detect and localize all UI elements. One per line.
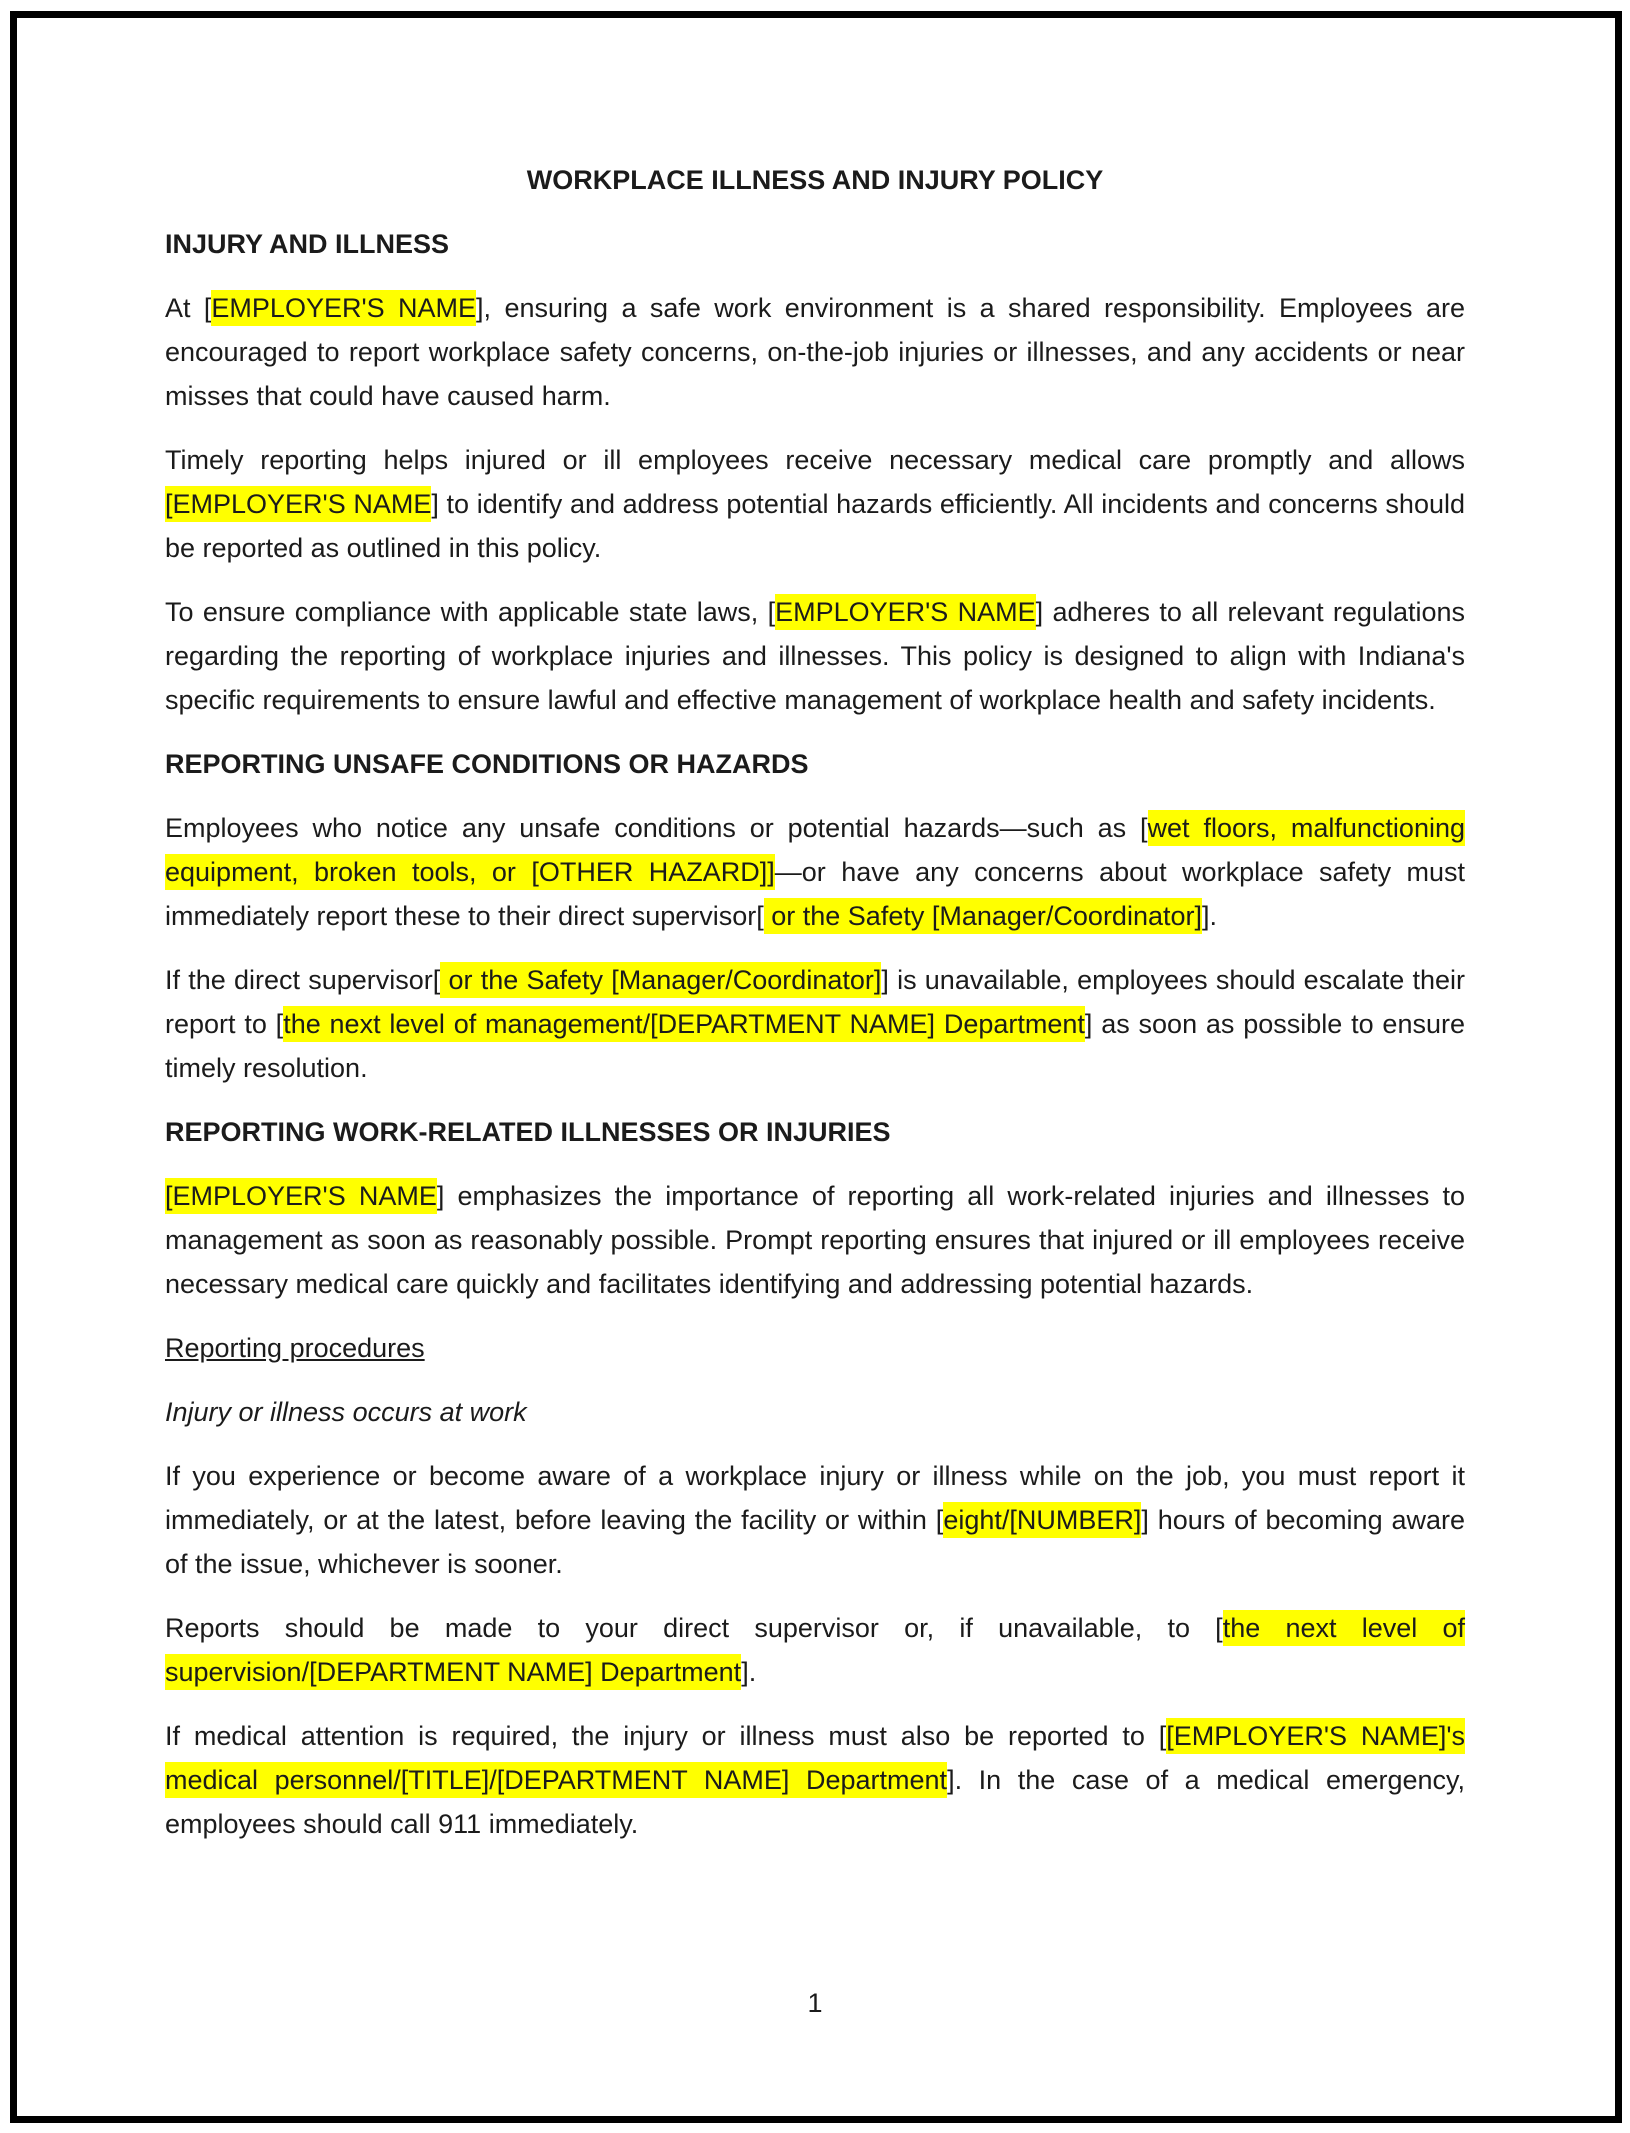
paragraph	[165, 286, 1465, 418]
text-run: ] as soon as possible to ensure timely resolution.	[165, 1009, 1465, 1083]
document-title	[165, 158, 1465, 202]
section-heading	[165, 1110, 1465, 1154]
text-run: Reporting procedures	[165, 1333, 425, 1363]
highlighted-placeholder: the next level of supervision/[DEPARTMENT NAME] Department	[165, 1610, 1465, 1690]
paragraph	[165, 438, 1465, 570]
text-run: INJURY AND ILLNESS	[165, 229, 450, 259]
text-run: Reports should be made to your direct supervisor or, if unavailable, to [	[165, 1613, 1223, 1643]
section-heading	[165, 742, 1465, 786]
page-number: 1	[807, 1988, 823, 2018]
highlighted-placeholder: or the Safety [Manager/Coordinator]	[440, 962, 881, 998]
text-run: To ensure compliance with applicable state laws, [	[165, 597, 776, 627]
text-run: Employees who notice any unsafe conditions or potential hazards—such as [	[165, 813, 1148, 843]
text-run: ] adheres to all relevant regulations regarding the reporting of workplace injuries and illnesses. This policy is designed to align with Indiana's specific requirements to ensure lawful and effective management of workplace health and safety incidents.	[165, 597, 1465, 715]
highlighted-placeholder: wet floors, malfunctioning equipment, broken tools, or [OTHER HAZARD]]	[165, 810, 1465, 890]
text-run: Timely reporting helps injured or ill employees receive necessary medical care promptly and allows	[165, 445, 1465, 475]
paragraph	[165, 1714, 1465, 1846]
text-run: ] hours of becoming aware of the issue, whichever is sooner.	[165, 1505, 1465, 1579]
highlighted-placeholder: or the Safety [Manager/Coordinator]	[764, 898, 1202, 934]
page-footer	[0, 1988, 1630, 2019]
text-run: ].	[1202, 901, 1218, 931]
text-run: ].	[741, 1657, 757, 1687]
highlighted-placeholder: [EMPLOYER'S NAME	[165, 1178, 437, 1214]
text-run: REPORTING UNSAFE CONDITIONS OR HAZARDS	[165, 749, 809, 779]
paragraph	[165, 1606, 1465, 1694]
text-run: —or have any concerns about workplace safety must immediately report these to their direct supervisor[	[165, 857, 1465, 931]
highlighted-placeholder: the next level of management/[DEPARTMENT NAME] Department	[283, 1006, 1085, 1042]
text-run: If you experience or become aware of a workplace injury or illness while on the job, you must report it immediately, or at the latest, before leaving the facility or within [	[165, 1461, 1465, 1535]
paragraph	[165, 1174, 1465, 1306]
paragraph	[165, 1454, 1465, 1586]
paragraph	[165, 958, 1465, 1090]
section-heading	[165, 222, 1465, 266]
document-body	[165, 158, 1465, 1866]
text-run: ], ensuring a safe work environment is a shared responsibility. Employees are encouraged to report workplace safety concerns, on-the-job injuries or illnesses, and any accidents or near misses that could have caused harm.	[165, 293, 1465, 411]
text-run: If medical attention is required, the injury or illness must also be reported to [	[165, 1721, 1167, 1751]
subheading-italic	[165, 1390, 1465, 1434]
text-run: WORKPLACE ILLNESS AND INJURY POLICY	[526, 165, 1104, 195]
text-run: REPORTING WORK-RELATED ILLNESSES OR INJURIES	[165, 1117, 891, 1147]
highlighted-placeholder: EMPLOYER'S NAME	[775, 594, 1036, 630]
paragraph	[165, 590, 1465, 722]
highlighted-placeholder: eight/[NUMBER]	[943, 1502, 1141, 1538]
text-run: At [	[165, 293, 212, 323]
text-run: Injury or illness occurs at work	[165, 1397, 527, 1427]
text-run: ] to identify and address potential hazards efficiently. All incidents and concerns should be reported as outlined in this policy.	[165, 489, 1465, 563]
text-run: ] is unavailable, employees should escalate their report to [	[165, 965, 1465, 1039]
highlighted-placeholder: [EMPLOYER'S NAME]'s medical personnel/[TITLE]/[DEPARTMENT NAME] Department	[165, 1718, 1465, 1798]
text-run: If the direct supervisor[	[165, 965, 441, 995]
paragraph	[165, 806, 1465, 938]
highlighted-placeholder: EMPLOYER'S NAME	[211, 290, 476, 326]
highlighted-placeholder: [EMPLOYER'S NAME	[165, 486, 431, 522]
text-run: ]. In the case of a medical emergency, employees should call 911 immediately.	[165, 1765, 1466, 1839]
text-run: ] emphasizes the importance of reporting all work-related injuries and illnesses to management as soon as reasonably possible. Prompt reporting ensures that injured or ill employees receive necessary medical care quickly and facilitates identifying and addressing potential hazards.	[165, 1181, 1465, 1299]
subheading-underline	[165, 1326, 1465, 1370]
